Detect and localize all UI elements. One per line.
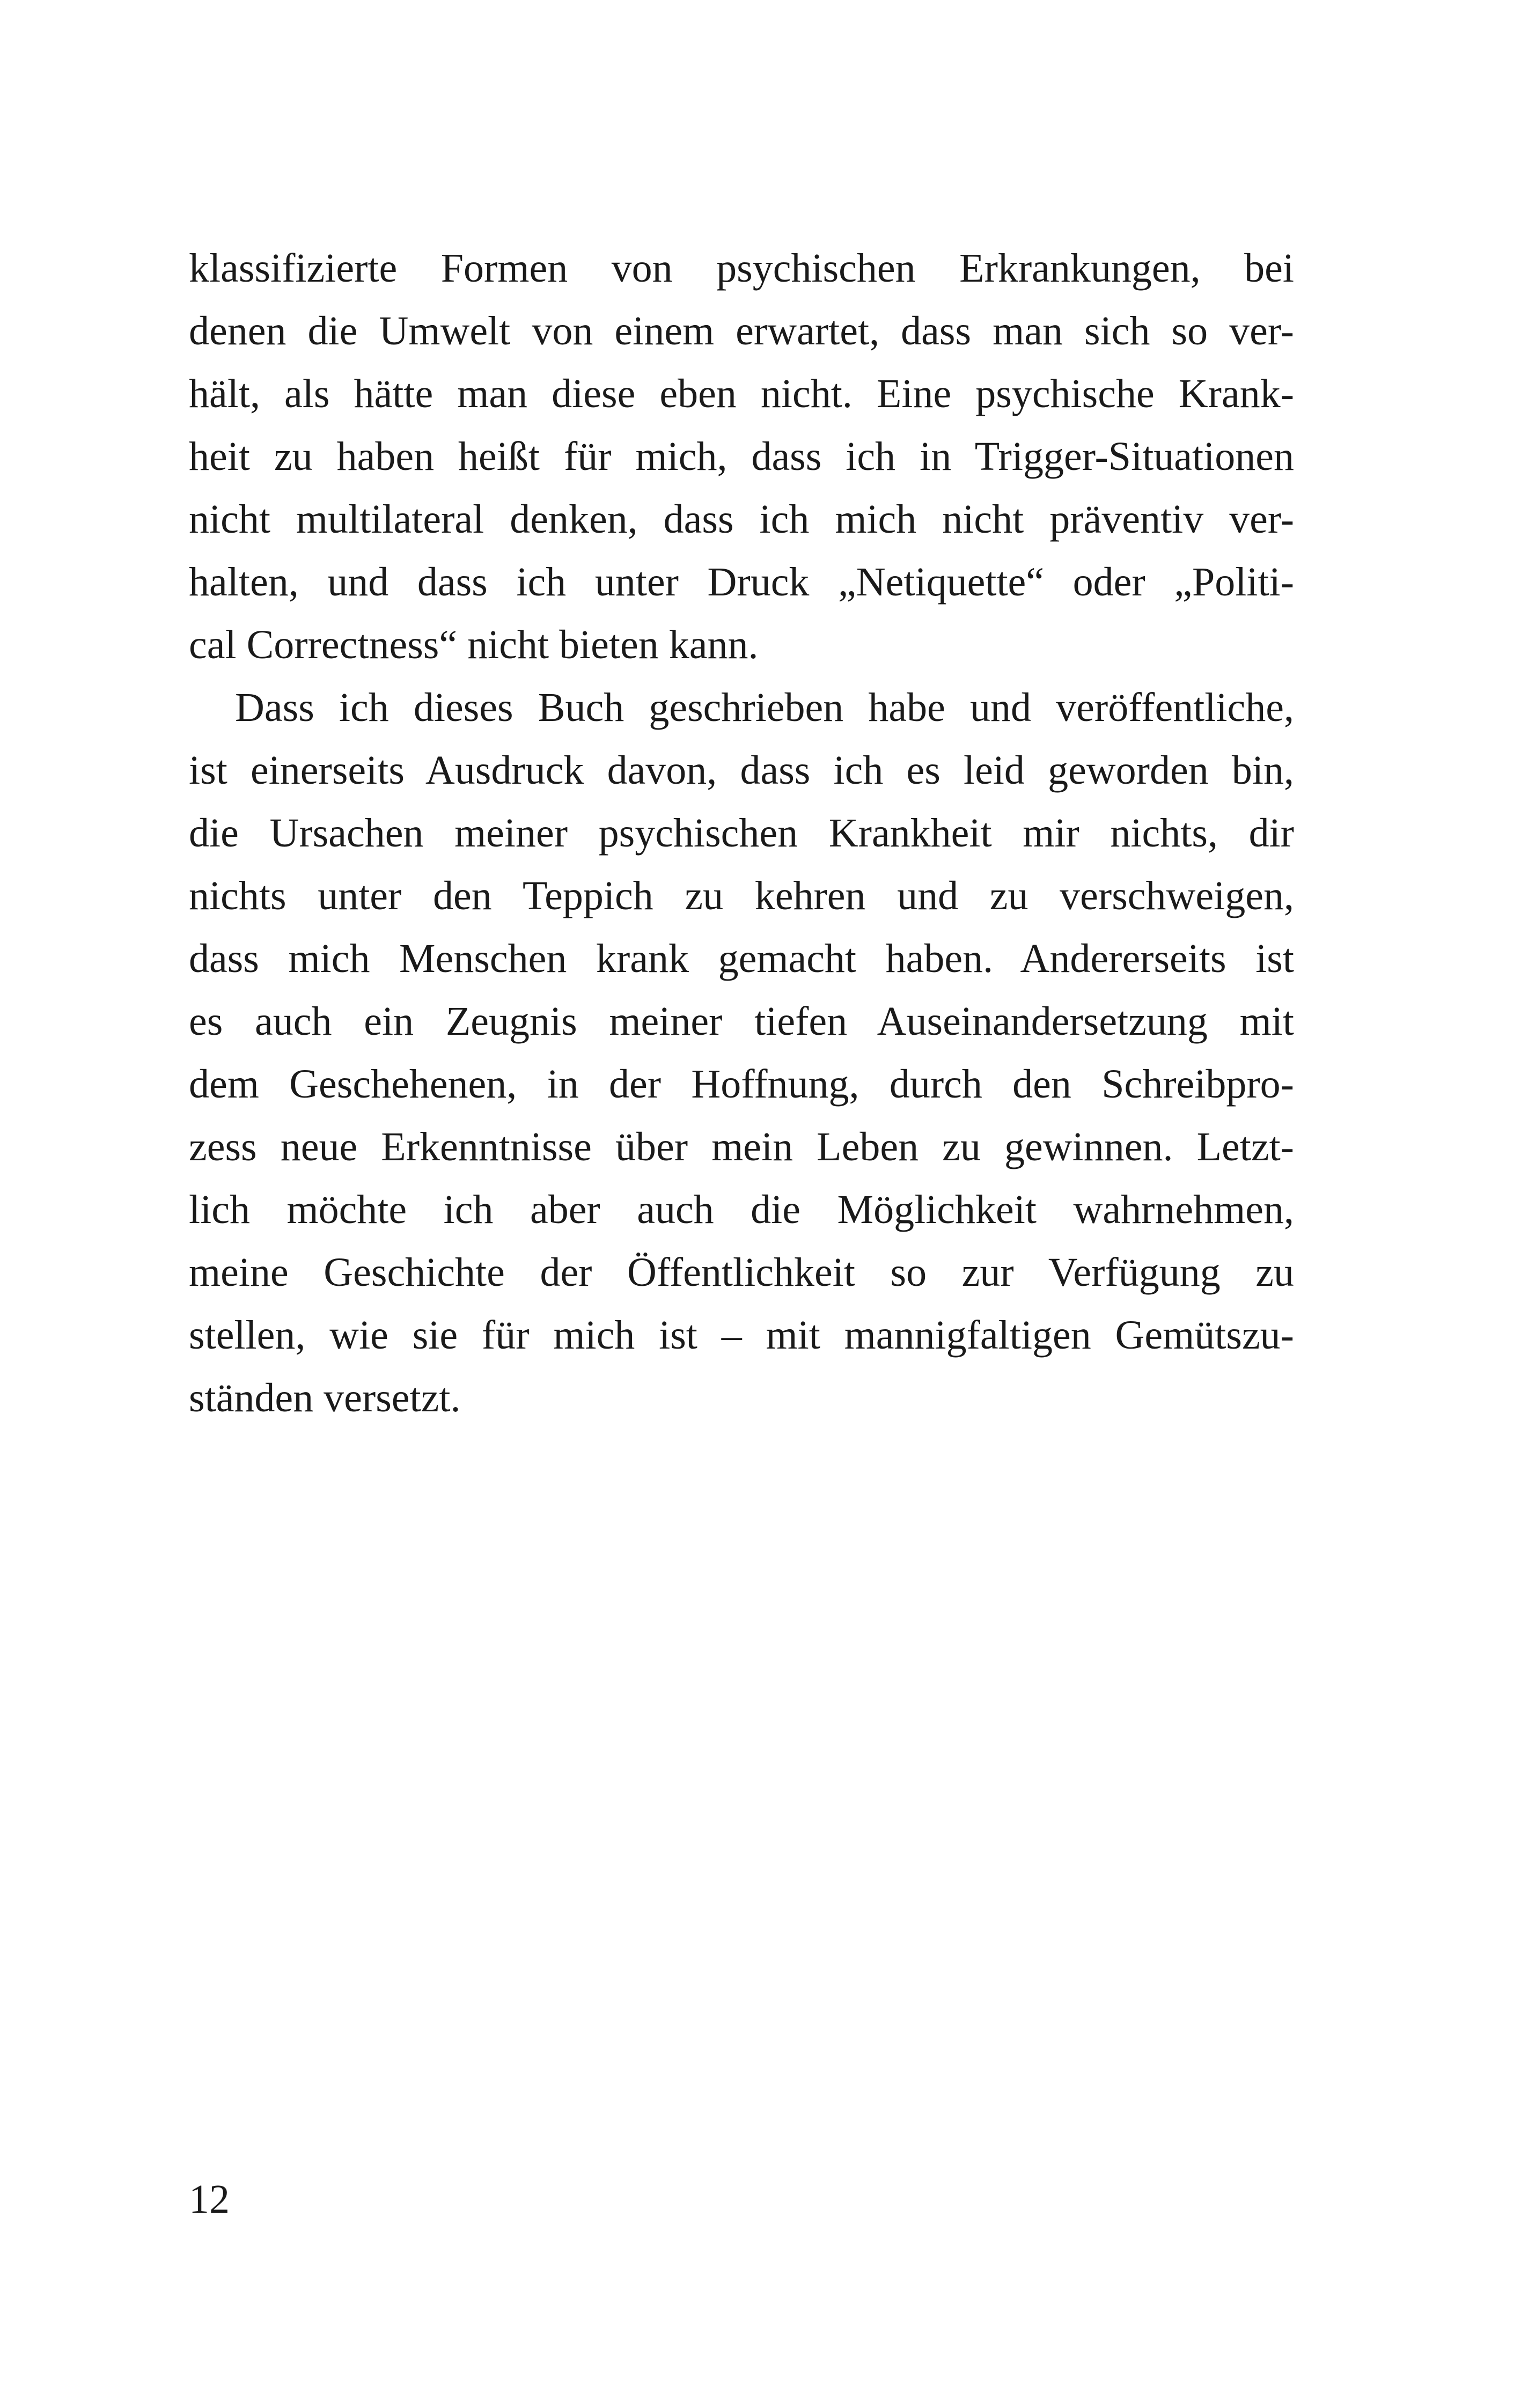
text-line: es auch ein Zeugnis meiner tiefen Auseinandersetzung mit	[189, 999, 1294, 1044]
text-line: ständen versetzt.	[189, 1375, 461, 1420]
text-line: Dass ich dieses Buch geschrieben habe und veröffentliche,	[235, 685, 1294, 730]
text-line: nichts unter den Teppich zu kehren und zu verschweigen,	[189, 873, 1294, 918]
text-line: dem Geschehenen, in der Hoffnung, durch den Schreibpro-	[189, 1062, 1294, 1107]
text-line: lich möchte ich aber auch die Möglichkeit wahrnehmen,	[189, 1187, 1294, 1232]
text-line: dass mich Menschen krank gemacht haben. Andererseits ist	[189, 936, 1294, 981]
text-line: zess neue Erkenntnisse über mein Leben zu gewinnen. Letzt-	[189, 1124, 1294, 1169]
text-line: nicht multilateral denken, dass ich mich nicht präventiv ver-	[189, 497, 1294, 542]
text-line: die Ursachen meiner psychischen Krankheit mir nichts, dir	[189, 811, 1294, 856]
text-line: stellen, wie sie für mich ist – mit mannigfaltigen Gemütszu-	[189, 1313, 1294, 1358]
text-line: klassifizierte Formen von psychischen Erkrankungen, bei	[189, 246, 1294, 291]
text-line: denen die Umwelt von einem erwartet, dass man sich so ver-	[189, 308, 1294, 354]
page-number: 12	[189, 2177, 230, 2222]
paragraph-1	[189, 237, 1294, 676]
paragraph-2	[189, 676, 1294, 1430]
text-line: heit zu haben heißt für mich, dass ich in Trigger-Situationen	[189, 434, 1294, 479]
body-text	[189, 237, 1294, 1430]
text-line: hält, als hätte man diese eben nicht. Eine psychische Krank-	[189, 371, 1294, 416]
text-line: meine Geschichte der Öffentlichkeit so zur Verfügung zu	[189, 1250, 1294, 1295]
text-line: cal Correctness“ nicht bieten kann.	[189, 622, 759, 667]
text-line: halten, und dass ich unter Druck „Netiquette“ oder „Politi-	[189, 559, 1294, 605]
text-line: ist einerseits Ausdruck davon, dass ich es leid geworden bin,	[189, 748, 1294, 793]
